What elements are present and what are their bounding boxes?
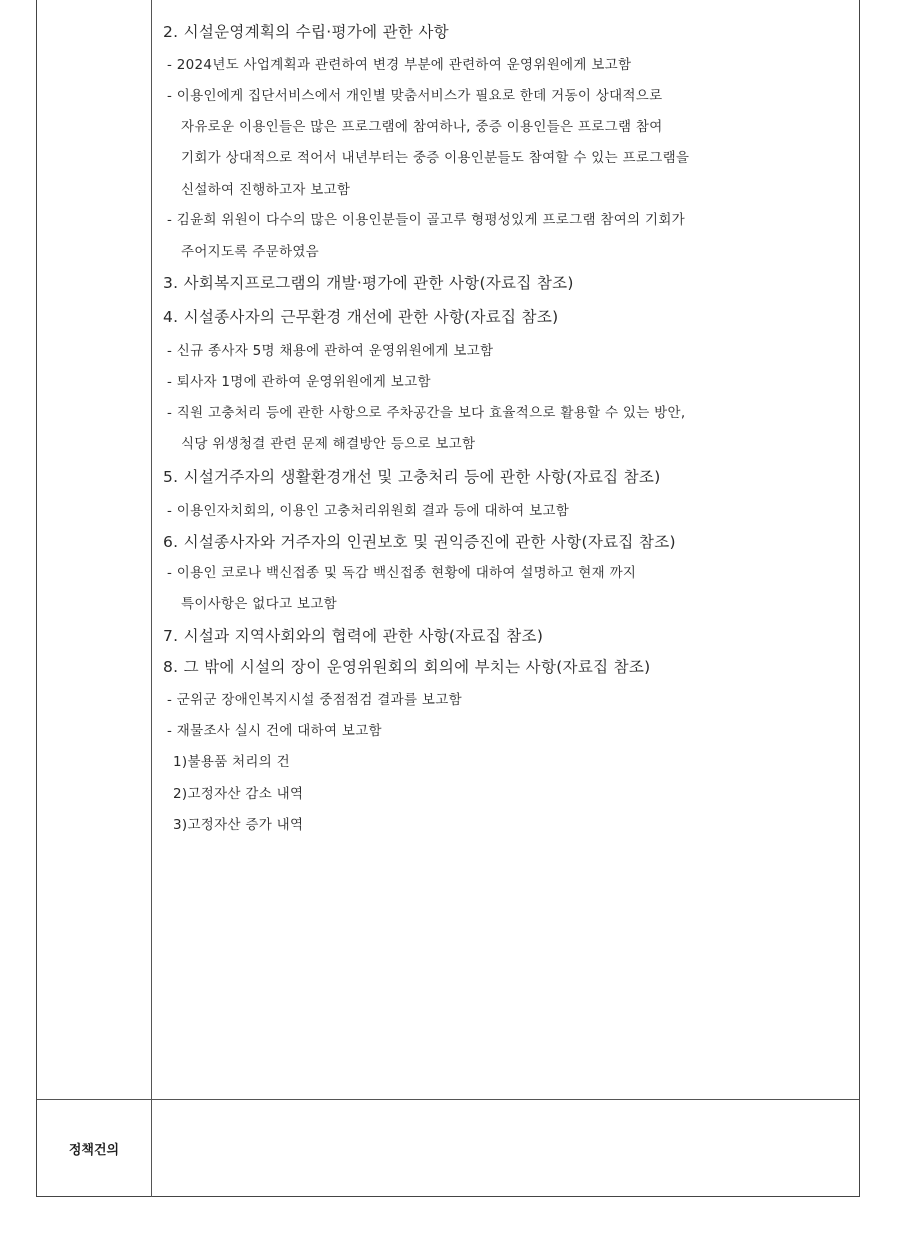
report-line: 식당 위생청결 관련 문제 해결방안 등으로 보고함 — [181, 436, 476, 452]
sub-item: 1)불용품 처리의 건 — [173, 754, 291, 770]
sub-item: 2)고정자산 감소 내역 — [173, 786, 304, 802]
report-line: 자유로운 이용인들은 많은 프로그램에 참여하나, 중증 이용인들은 프로그램 참여 — [181, 119, 663, 135]
report-line: - 직원 고충처리 등에 관한 사항으로 주차공간을 보다 효율적으로 활용할 수 있는 방안, — [167, 405, 686, 421]
report-content-cell — [37, 0, 859, 1099]
report-line: - 이용인에게 집단서비스에서 개인별 맞춤서비스가 필요로 한데 거동이 상대적으로 — [167, 88, 663, 104]
report-line: 주어지도록 주문하였음 — [181, 244, 320, 260]
report-line: - 퇴사자 1명에 관하여 운영위원에게 보고함 — [167, 374, 431, 390]
report-line: 특이사항은 없다고 보고함 — [181, 596, 337, 612]
report-line: 기회가 상대적으로 적어서 내년부터는 중증 이용인분들도 참여할 수 있는 프로그램을 — [181, 150, 690, 166]
report-line: - 군위군 장애인복지시설 중점점검 결과를 보고함 — [167, 692, 462, 708]
section-heading: 4. 시설종사자의 근무환경 개선에 관한 사항(자료집 참조) — [163, 308, 559, 326]
report-line: - 신규 종사자 5명 채용에 관하여 운영위원에게 보고함 — [167, 343, 494, 359]
policy-suggestion-cell — [152, 1099, 859, 1197]
report-line: - 이용인자치회의, 이용인 고충처리위원회 결과 등에 대하여 보고함 — [167, 503, 570, 519]
section-heading: 2. 시설운영계획의 수립·평가에 관한 사항 — [163, 23, 449, 41]
section-heading: 7. 시설과 지역사회와의 협력에 관한 사항(자료집 참조) — [163, 627, 544, 645]
section-heading: 5. 시설거주자의 생활환경개선 및 고충처리 등에 관한 사항(자료집 참조) — [163, 468, 661, 486]
report-line: 신설하여 진행하고자 보고함 — [181, 182, 351, 198]
section-heading: 3. 사회복지프로그램의 개발·평가에 관한 사항(자료집 참조) — [163, 274, 574, 292]
report-line: - 2024년도 사업계획과 관련하여 변경 부분에 관련하여 운영위원에게 보고함 — [167, 57, 632, 73]
column-divider — [151, 0, 152, 1197]
report-line: - 재물조사 실시 건에 대하여 보고함 — [167, 723, 382, 739]
section-heading: 6. 시설종사자와 거주자의 인권보호 및 권익증진에 관한 사항(자료집 참조) — [163, 533, 676, 551]
section-heading: 8. 그 밖에 시설의 장이 운영위원회의 회의에 부치는 사항(자료집 참조) — [163, 658, 651, 676]
policy-suggestion-label: 정책건의 — [68, 1142, 120, 1158]
minutes-table — [36, 0, 860, 1197]
sub-item: 3)고정자산 증가 내역 — [173, 817, 304, 833]
report-line: - 이용인 코로나 백신접종 및 독감 백신접종 현황에 대하여 설명하고 현재 까지 — [167, 565, 637, 581]
report-line: - 김윤희 위원이 다수의 많은 이용인분들이 골고루 형평성있게 프로그램 참여의 기회가 — [167, 212, 686, 228]
